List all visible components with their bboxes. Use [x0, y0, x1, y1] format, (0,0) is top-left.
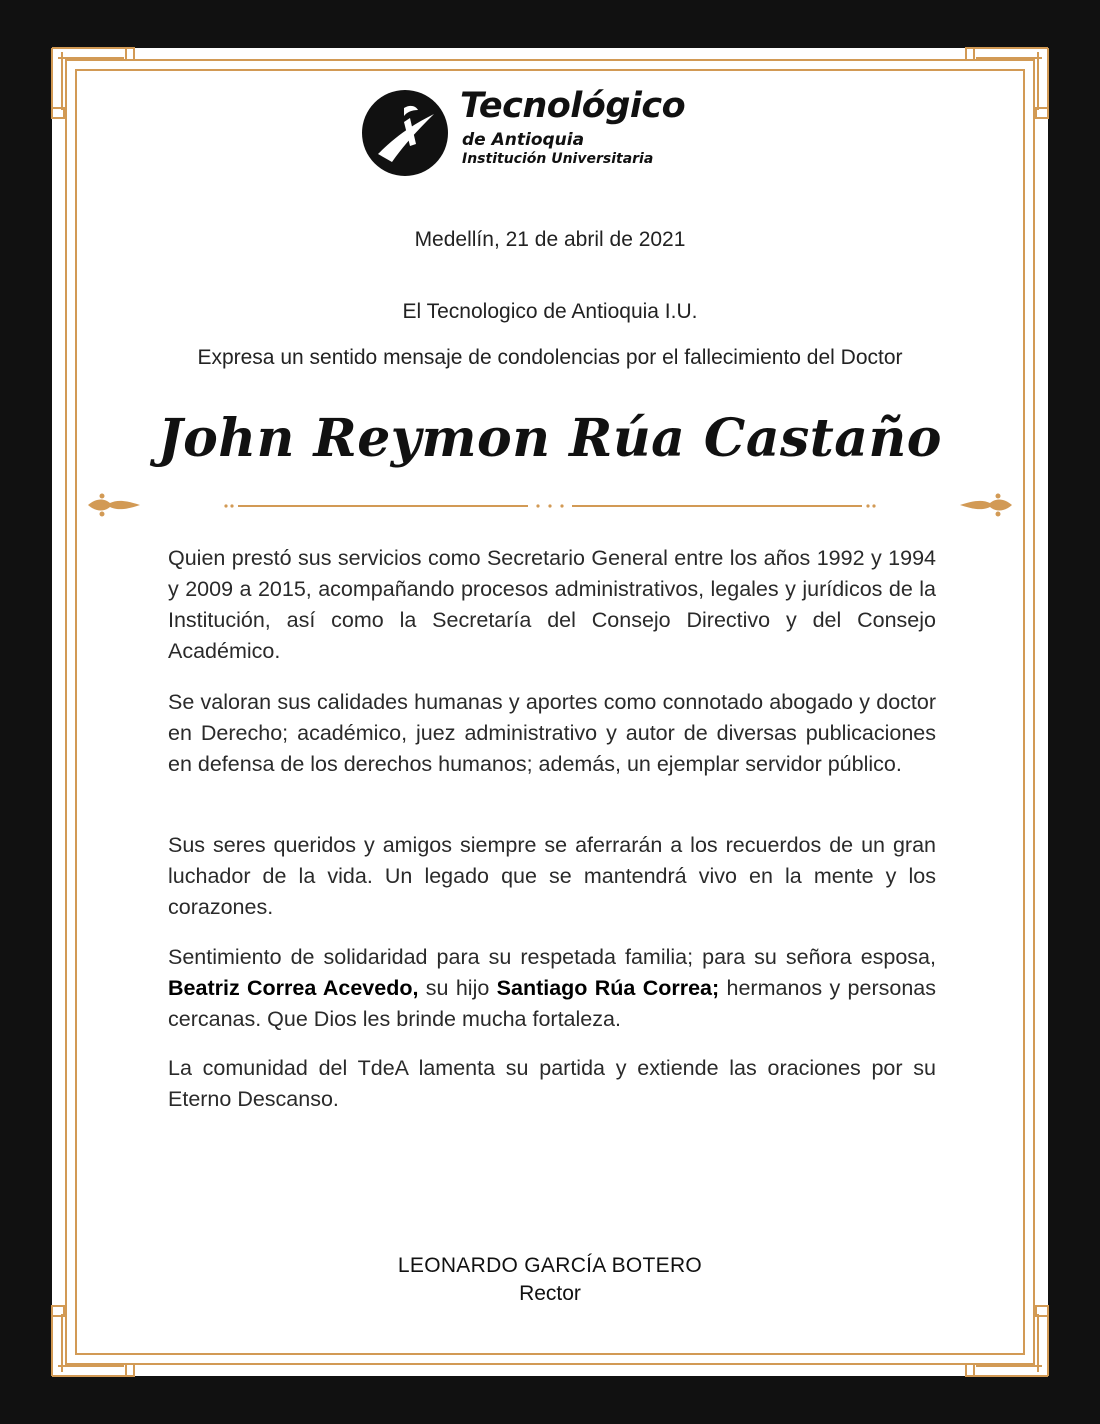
- family-text-2: su hijo: [418, 976, 497, 1000]
- family-text-3: hermanos y personas cercanas. Que Dios les brinde mucha fortaleza.: [168, 976, 936, 1031]
- institution-logo: [360, 88, 750, 180]
- paragraph-legacy: Sus seres queridos y amigos siempre se aferrarán a los recuerdos de un gran luchador de la vida. Un legado que se mantendrá vivo en la mente y los corazones.: [168, 833, 936, 919]
- paragraph-prayers: La comunidad del TdeA lamenta su partida y extiende las oraciones por su Eterno Descanso.: [168, 1056, 936, 1111]
- institution-name: El Tecnologico de Antioquia I.U.: [402, 300, 698, 323]
- paragraph-service: Quien prestó sus servicios como Secretario General entre los años 1992 y 1994 y 2009 a 2015, acompañando procesos administrativos, legales y jurídicos de la Institución, así como la Secretaría del Consejo Directivo y del Consejo Académico.: [168, 546, 936, 663]
- letter-date: Medellín, 21 de abril de 2021: [414, 228, 686, 251]
- signer-name: LEONARDO GARCÍA BOTERO: [397, 1254, 703, 1277]
- logo-emblem-icon: [360, 88, 450, 178]
- family-text-1: Sentimiento de solidaridad para su respetada familia; para su señora esposa,: [168, 945, 936, 969]
- ornamental-divider: [0, 490, 1100, 520]
- logo-subtitle: de Antioquia: [462, 130, 585, 150]
- deceased-name: John Reymon Rúa Castaño: [157, 408, 942, 469]
- condolence-intro: Expresa un sentido mensaje de condolencias por el fallecimiento del Doctor: [197, 346, 903, 369]
- paragraph-qualities: Se valoran sus calidades humanas y aportes como connotado abogado y doctor en Derecho; académico, juez administrativo y autor de diversas publicaciones en defensa de los derechos humanos; además, un ejemplar servidor público.: [168, 690, 936, 776]
- logo-tagline: Institución Universitaria: [462, 151, 654, 167]
- signer-role: Rector: [519, 1282, 581, 1305]
- paragraph-family: [168, 942, 936, 1035]
- logo-title: Tecnológico: [460, 86, 686, 126]
- spouse-name: Beatriz Correa Acevedo,: [168, 976, 419, 1000]
- son-name: Santiago Rúa Correa;: [496, 976, 720, 1000]
